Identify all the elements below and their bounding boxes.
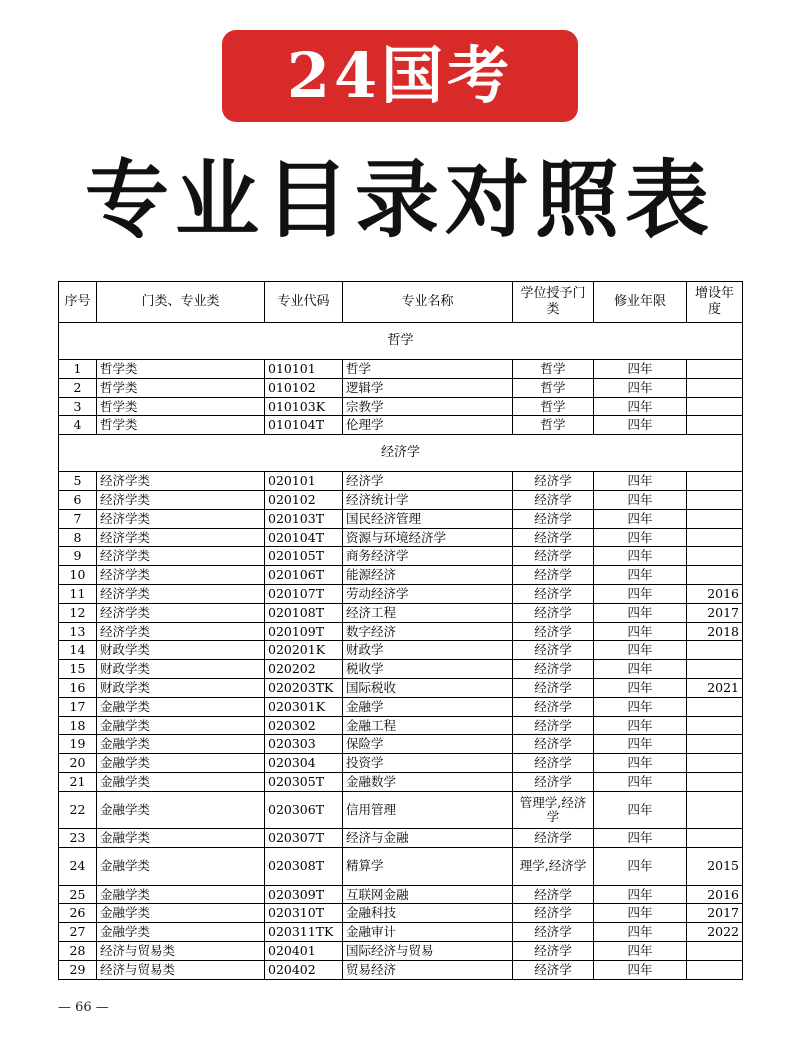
row-duration: 四年 xyxy=(594,923,687,942)
row-added-year xyxy=(687,566,743,585)
row-number: 16 xyxy=(59,678,97,697)
row-degree: 经济学 xyxy=(513,566,594,585)
row-category: 经济学类 xyxy=(97,547,265,566)
row-degree: 理学,经济学 xyxy=(513,848,594,886)
row-added-year xyxy=(687,360,743,379)
row-degree: 经济学 xyxy=(513,528,594,547)
row-major-name: 贸易经济 xyxy=(343,960,513,979)
row-duration: 四年 xyxy=(594,641,687,660)
row-added-year xyxy=(687,490,743,509)
row-degree: 经济学 xyxy=(513,622,594,641)
row-degree: 经济学 xyxy=(513,584,594,603)
row-code: 010103K xyxy=(265,397,343,416)
row-duration: 四年 xyxy=(594,584,687,603)
row-added-year xyxy=(687,660,743,679)
row-degree: 经济学 xyxy=(513,923,594,942)
row-number: 13 xyxy=(59,622,97,641)
table-row xyxy=(59,603,743,622)
row-major-name: 金融科技 xyxy=(343,904,513,923)
row-duration: 四年 xyxy=(594,678,687,697)
row-duration: 四年 xyxy=(594,603,687,622)
row-major-name: 金融学 xyxy=(343,697,513,716)
row-degree: 经济学 xyxy=(513,509,594,528)
row-major-name: 税收学 xyxy=(343,660,513,679)
row-added-year xyxy=(687,416,743,435)
row-degree: 经济学 xyxy=(513,660,594,679)
row-number: 14 xyxy=(59,641,97,660)
row-number: 1 xyxy=(59,360,97,379)
table-row xyxy=(59,791,743,829)
row-degree: 经济学 xyxy=(513,697,594,716)
row-added-year: 2018 xyxy=(687,622,743,641)
row-category: 金融学类 xyxy=(97,697,265,716)
row-number: 17 xyxy=(59,697,97,716)
row-duration: 四年 xyxy=(594,791,687,829)
row-duration: 四年 xyxy=(594,547,687,566)
row-major-name: 金融工程 xyxy=(343,716,513,735)
row-duration: 四年 xyxy=(594,772,687,791)
column-header: 学位授予门类 xyxy=(513,282,594,323)
row-number: 15 xyxy=(59,660,97,679)
table-row xyxy=(59,735,743,754)
row-degree: 经济学 xyxy=(513,490,594,509)
row-major-name: 保险学 xyxy=(343,735,513,754)
row-code: 020401 xyxy=(265,941,343,960)
table-row xyxy=(59,941,743,960)
row-category: 经济学类 xyxy=(97,584,265,603)
row-degree: 哲学 xyxy=(513,416,594,435)
row-added-year xyxy=(687,547,743,566)
row-major-name: 经济统计学 xyxy=(343,490,513,509)
page-title: 专业目录对照表 xyxy=(84,151,715,249)
row-degree: 管理学,经济学 xyxy=(513,791,594,829)
table-row xyxy=(59,885,743,904)
row-degree: 经济学 xyxy=(513,641,594,660)
row-added-year: 2017 xyxy=(687,603,743,622)
table-row xyxy=(59,772,743,791)
row-major-name: 能源经济 xyxy=(343,566,513,585)
row-category: 经济与贸易类 xyxy=(97,941,265,960)
row-major-name: 金融数学 xyxy=(343,772,513,791)
row-code: 020303 xyxy=(265,735,343,754)
row-duration: 四年 xyxy=(594,472,687,491)
row-code: 020203TK xyxy=(265,678,343,697)
row-major-name: 互联网金融 xyxy=(343,885,513,904)
table-row xyxy=(59,509,743,528)
row-number: 6 xyxy=(59,490,97,509)
row-duration: 四年 xyxy=(594,566,687,585)
row-category: 经济学类 xyxy=(97,528,265,547)
row-degree: 经济学 xyxy=(513,716,594,735)
row-degree: 经济学 xyxy=(513,941,594,960)
table-row xyxy=(59,360,743,379)
row-degree: 经济学 xyxy=(513,735,594,754)
row-code: 020103T xyxy=(265,509,343,528)
row-code: 020107T xyxy=(265,584,343,603)
row-category: 金融学类 xyxy=(97,923,265,942)
row-category: 财政学类 xyxy=(97,678,265,697)
row-number: 26 xyxy=(59,904,97,923)
row-category: 金融学类 xyxy=(97,735,265,754)
row-added-year: 2017 xyxy=(687,904,743,923)
row-code: 020305T xyxy=(265,772,343,791)
row-code: 020302 xyxy=(265,716,343,735)
banner-text: 24国考 xyxy=(286,39,514,112)
table-row xyxy=(59,397,743,416)
row-code: 020308T xyxy=(265,848,343,886)
row-duration: 四年 xyxy=(594,660,687,679)
table-row xyxy=(59,678,743,697)
row-added-year xyxy=(687,397,743,416)
row-added-year xyxy=(687,735,743,754)
row-duration: 四年 xyxy=(594,360,687,379)
row-number: 19 xyxy=(59,735,97,754)
row-degree: 哲学 xyxy=(513,360,594,379)
table-row xyxy=(59,416,743,435)
column-header: 序号 xyxy=(59,282,97,323)
row-code: 020310T xyxy=(265,904,343,923)
table-row xyxy=(59,716,743,735)
row-major-name: 经济学 xyxy=(343,472,513,491)
row-major-name: 商务经济学 xyxy=(343,547,513,566)
column-header: 专业代码 xyxy=(265,282,343,323)
row-duration: 四年 xyxy=(594,885,687,904)
row-number: 29 xyxy=(59,960,97,979)
row-category: 经济学类 xyxy=(97,490,265,509)
row-number: 9 xyxy=(59,547,97,566)
row-major-name: 逻辑学 xyxy=(343,378,513,397)
table-row xyxy=(59,848,743,886)
table-row xyxy=(59,490,743,509)
table-row xyxy=(59,566,743,585)
row-code: 020201K xyxy=(265,641,343,660)
table-row xyxy=(59,472,743,491)
row-degree: 哲学 xyxy=(513,378,594,397)
row-duration: 四年 xyxy=(594,622,687,641)
section-row xyxy=(59,323,743,360)
row-major-name: 精算学 xyxy=(343,848,513,886)
table-row xyxy=(59,547,743,566)
row-category: 经济学类 xyxy=(97,603,265,622)
row-code: 020108T xyxy=(265,603,343,622)
row-major-name: 宗教学 xyxy=(343,397,513,416)
row-duration: 四年 xyxy=(594,378,687,397)
row-degree: 哲学 xyxy=(513,397,594,416)
section-title: 哲学 xyxy=(59,323,743,360)
table-row xyxy=(59,829,743,848)
row-duration: 四年 xyxy=(594,829,687,848)
row-code: 020202 xyxy=(265,660,343,679)
row-category: 金融学类 xyxy=(97,885,265,904)
row-major-name: 投资学 xyxy=(343,754,513,773)
row-major-name: 哲学 xyxy=(343,360,513,379)
row-code: 020109T xyxy=(265,622,343,641)
row-duration: 四年 xyxy=(594,509,687,528)
row-added-year xyxy=(687,829,743,848)
table-row xyxy=(59,923,743,942)
row-duration: 四年 xyxy=(594,735,687,754)
row-code: 020402 xyxy=(265,960,343,979)
row-code: 020306T xyxy=(265,791,343,829)
row-degree: 经济学 xyxy=(513,547,594,566)
table-row xyxy=(59,641,743,660)
table-row xyxy=(59,904,743,923)
row-added-year: 2022 xyxy=(687,923,743,942)
column-header: 增设年度 xyxy=(687,282,743,323)
row-number: 23 xyxy=(59,829,97,848)
row-added-year xyxy=(687,472,743,491)
table-row xyxy=(59,378,743,397)
row-major-name: 数字经济 xyxy=(343,622,513,641)
row-code: 020307T xyxy=(265,829,343,848)
table-row xyxy=(59,960,743,979)
row-category: 金融学类 xyxy=(97,754,265,773)
row-duration: 四年 xyxy=(594,960,687,979)
row-major-name: 伦理学 xyxy=(343,416,513,435)
row-code: 010104T xyxy=(265,416,343,435)
title-banner xyxy=(222,30,578,122)
row-added-year xyxy=(687,697,743,716)
row-major-name: 经济工程 xyxy=(343,603,513,622)
row-duration: 四年 xyxy=(594,397,687,416)
row-added-year xyxy=(687,941,743,960)
table-row xyxy=(59,622,743,641)
row-code: 020101 xyxy=(265,472,343,491)
page-number: — 66 — xyxy=(58,1000,109,1015)
row-added-year: 2016 xyxy=(687,584,743,603)
row-category: 哲学类 xyxy=(97,397,265,416)
row-major-name: 金融审计 xyxy=(343,923,513,942)
row-number: 20 xyxy=(59,754,97,773)
row-number: 12 xyxy=(59,603,97,622)
row-category: 哲学类 xyxy=(97,378,265,397)
row-category: 财政学类 xyxy=(97,641,265,660)
row-number: 28 xyxy=(59,941,97,960)
row-major-name: 财政学 xyxy=(343,641,513,660)
row-major-name: 资源与环境经济学 xyxy=(343,528,513,547)
column-header: 修业年限 xyxy=(594,282,687,323)
row-code: 020102 xyxy=(265,490,343,509)
row-code: 020105T xyxy=(265,547,343,566)
row-code: 010101 xyxy=(265,360,343,379)
row-code: 020106T xyxy=(265,566,343,585)
row-number: 25 xyxy=(59,885,97,904)
row-degree: 经济学 xyxy=(513,678,594,697)
column-header: 专业名称 xyxy=(343,282,513,323)
table-row xyxy=(59,754,743,773)
row-degree: 经济学 xyxy=(513,603,594,622)
row-added-year xyxy=(687,378,743,397)
row-code: 010102 xyxy=(265,378,343,397)
section-row xyxy=(59,435,743,472)
row-code: 020311TK xyxy=(265,923,343,942)
row-degree: 经济学 xyxy=(513,772,594,791)
table-row xyxy=(59,584,743,603)
row-major-name: 国际经济与贸易 xyxy=(343,941,513,960)
table-row xyxy=(59,528,743,547)
row-number: 5 xyxy=(59,472,97,491)
row-category: 经济学类 xyxy=(97,509,265,528)
row-duration: 四年 xyxy=(594,490,687,509)
row-added-year xyxy=(687,509,743,528)
row-category: 金融学类 xyxy=(97,772,265,791)
row-number: 8 xyxy=(59,528,97,547)
row-added-year xyxy=(687,528,743,547)
row-number: 21 xyxy=(59,772,97,791)
section-title: 经济学 xyxy=(59,435,743,472)
row-category: 经济学类 xyxy=(97,472,265,491)
row-category: 金融学类 xyxy=(97,848,265,886)
row-added-year xyxy=(687,772,743,791)
row-degree: 经济学 xyxy=(513,472,594,491)
row-number: 22 xyxy=(59,791,97,829)
row-added-year: 2021 xyxy=(687,678,743,697)
row-duration: 四年 xyxy=(594,904,687,923)
row-added-year xyxy=(687,716,743,735)
row-major-name: 国民经济管理 xyxy=(343,509,513,528)
row-category: 经济学类 xyxy=(97,622,265,641)
row-number: 18 xyxy=(59,716,97,735)
row-added-year: 2016 xyxy=(687,885,743,904)
row-category: 金融学类 xyxy=(97,829,265,848)
row-number: 24 xyxy=(59,848,97,886)
row-degree: 经济学 xyxy=(513,904,594,923)
row-category: 金融学类 xyxy=(97,716,265,735)
row-major-name: 劳动经济学 xyxy=(343,584,513,603)
row-added-year: 2015 xyxy=(687,848,743,886)
row-code: 020301K xyxy=(265,697,343,716)
row-duration: 四年 xyxy=(594,716,687,735)
row-category: 经济学类 xyxy=(97,566,265,585)
row-number: 4 xyxy=(59,416,97,435)
row-number: 2 xyxy=(59,378,97,397)
row-major-name: 信用管理 xyxy=(343,791,513,829)
row-number: 27 xyxy=(59,923,97,942)
row-degree: 经济学 xyxy=(513,829,594,848)
row-duration: 四年 xyxy=(594,848,687,886)
row-category: 哲学类 xyxy=(97,360,265,379)
major-catalog-table xyxy=(58,281,743,980)
row-added-year xyxy=(687,641,743,660)
row-added-year xyxy=(687,754,743,773)
row-number: 10 xyxy=(59,566,97,585)
row-degree: 经济学 xyxy=(513,960,594,979)
row-major-name: 国际税收 xyxy=(343,678,513,697)
row-duration: 四年 xyxy=(594,941,687,960)
row-added-year xyxy=(687,960,743,979)
row-code: 020309T xyxy=(265,885,343,904)
row-category: 金融学类 xyxy=(97,904,265,923)
row-degree: 经济学 xyxy=(513,754,594,773)
row-code: 020304 xyxy=(265,754,343,773)
row-category: 财政学类 xyxy=(97,660,265,679)
row-added-year xyxy=(687,791,743,829)
row-duration: 四年 xyxy=(594,754,687,773)
row-number: 11 xyxy=(59,584,97,603)
table-row xyxy=(59,697,743,716)
row-duration: 四年 xyxy=(594,697,687,716)
row-number: 7 xyxy=(59,509,97,528)
row-duration: 四年 xyxy=(594,528,687,547)
row-degree: 经济学 xyxy=(513,885,594,904)
row-duration: 四年 xyxy=(594,416,687,435)
row-category: 金融学类 xyxy=(97,791,265,829)
row-category: 经济与贸易类 xyxy=(97,960,265,979)
row-code: 020104T xyxy=(265,528,343,547)
row-number: 3 xyxy=(59,397,97,416)
table-row xyxy=(59,660,743,679)
table-header-row xyxy=(59,282,743,323)
row-category: 哲学类 xyxy=(97,416,265,435)
row-major-name: 经济与金融 xyxy=(343,829,513,848)
column-header: 门类、专业类 xyxy=(97,282,265,323)
